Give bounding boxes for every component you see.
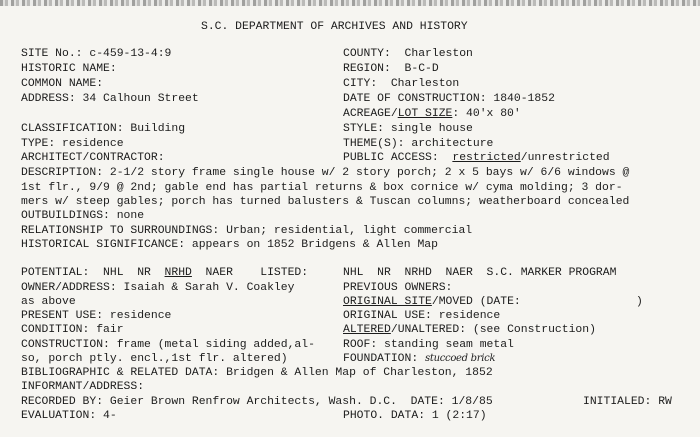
condition: CONDITION: fair [21, 324, 124, 336]
construction-line-2: so, porch ptly. encl.,1st flr. altered) [21, 353, 288, 365]
foundation-label: FOUNDATION: [343, 353, 419, 365]
potential-prefix: POTENTIAL: NHL NR [21, 267, 165, 279]
description-line-1: DESCRIPTION: 2-1/2 story frame single house w/ 2 story porch; 2 x 5 bays w/ 6/6 windows @ [21, 167, 630, 179]
potential-suffix: NAER LISTED: [191, 267, 309, 279]
description-line-3: mers w/ steep gables; porch has turned balusters & Tuscan columns; weatherboard concealed [21, 196, 630, 208]
photo-data: PHOTO. DATA: 1 (2:17) [343, 410, 487, 422]
card-header: S.C. DEPARTMENT OF ARCHIVES AND HISTORY [201, 21, 468, 33]
region: REGION: B-C-D [343, 63, 439, 75]
original-use: ORIGINAL USE: residence [343, 310, 501, 322]
previous-owners: PREVIOUS OWNERS: [343, 282, 453, 294]
relationship-to-surroundings: RELATIONSHIP TO SURROUNDINGS: Urban; residential, light commercial [21, 225, 473, 237]
marker-program: NHL NR NRHD NAER S.C. MARKER PROGRAM [343, 267, 617, 279]
public-access [343, 151, 610, 166]
bibliographic-data: BIBLIOGRAPHIC & RELATED DATA: Bridgen & Allen Map of Charleston, 1852 [21, 367, 493, 379]
acreage-value: : 40'x 80' [452, 108, 521, 120]
potential-nrhd-underlined: NRHD [164, 267, 192, 279]
as-above: as above [21, 296, 76, 308]
themes: THEME(S): architecture [343, 138, 494, 150]
city: CITY: Charleston [343, 78, 460, 90]
common-name: COMMON NAME: [21, 78, 104, 90]
lot-size-underlined: LOT SIZE [397, 108, 453, 120]
classification: CLASSIFICATION: Building [21, 123, 186, 135]
acreage-prefix: ACREAGE/ [343, 108, 398, 120]
historic-name: HISTORIC NAME: [21, 63, 117, 75]
original-site-underlined: ORIGINAL SITE [343, 296, 432, 308]
historical-significance: HISTORICAL SIGNIFICANCE: appears on 1852 Bridgens & Allen Map [21, 239, 438, 251]
original-site-moved [343, 295, 521, 310]
construction-line-1: CONSTRUCTION: frame (metal siding added,al- [21, 339, 315, 351]
original-site-suffix: /MOVED (DATE: [431, 296, 521, 308]
altered-unaltered [343, 323, 596, 338]
potential [21, 266, 308, 281]
outbuildings: OUTBUILDINGS: none [21, 210, 145, 222]
roof: ROOF: standing seam metal [343, 339, 514, 351]
top-edge-strip [0, 0, 700, 6]
site-number: SITE No.: c-459-13-4:9 [21, 48, 172, 60]
architect-contractor: ARCHITECT/CONTRACTOR: [21, 152, 165, 164]
present-use: PRESENT USE: residence [21, 310, 172, 322]
recorded-by: RECORDED BY: Geier Brown Renfrow Architects, Wash. D.C. DATE: 1/8/85 [21, 396, 493, 408]
public-access-restricted: restricted [452, 152, 521, 164]
public-access-suffix: /unrestricted [520, 152, 610, 164]
type: TYPE: residence [21, 138, 124, 150]
altered-underlined: ALTERED [343, 324, 391, 336]
informant-address: INFORMANT/ADDRESS: [21, 381, 145, 393]
style: STYLE: single house [343, 123, 473, 135]
original-site-close: ) [636, 296, 643, 308]
altered-suffix: /UNALTERED: (see Construction) [390, 324, 596, 336]
county: COUNTY: Charleston [343, 48, 473, 60]
description-line-2: 1st flr., 9/9 @ 2nd; gable end has partial returns & box cornice w/ cyma molding; 3 dor- [21, 182, 623, 194]
evaluation: EVALUATION: 4- [21, 410, 117, 422]
foundation-handwritten: stuccoed brick [425, 353, 496, 364]
public-access-prefix: PUBLIC ACCESS: [343, 152, 453, 164]
address: ADDRESS: 34 Calhoun Street [21, 93, 199, 105]
owner-address: OWNER/ADDRESS: Isaiah & Sarah V. Coakley [21, 282, 295, 294]
date-of-construction: DATE OF CONSTRUCTION: 1840-1852 [343, 93, 555, 105]
initialed: INITIALED: RW [583, 396, 672, 408]
acreage-lot-size [343, 107, 521, 122]
foundation [343, 352, 495, 367]
